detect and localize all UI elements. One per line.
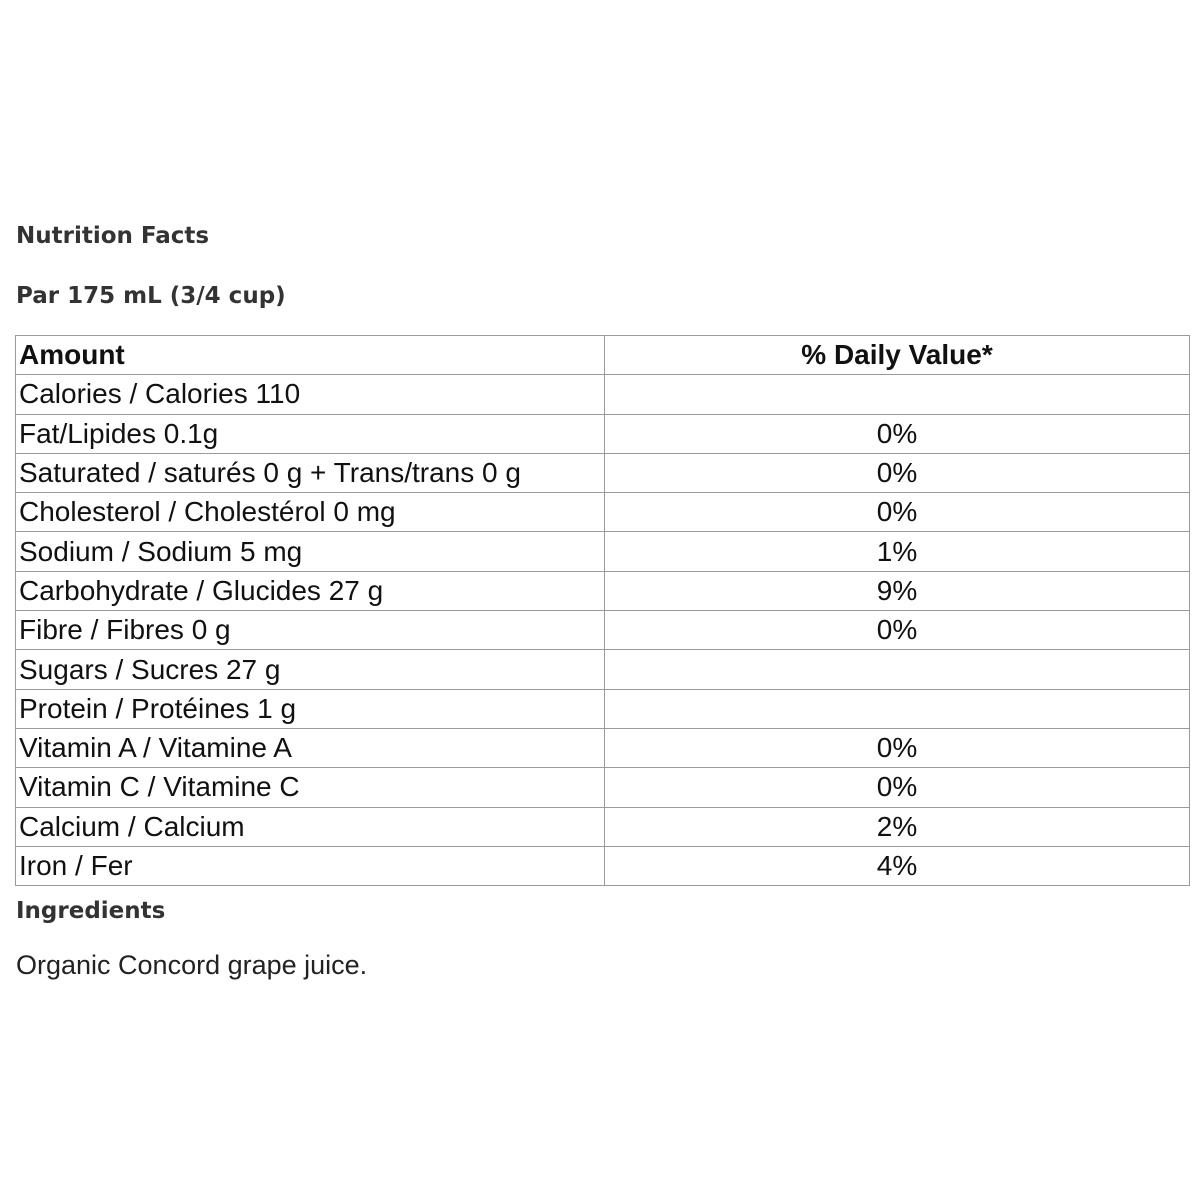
daily-value-cell: 1% — [605, 532, 1190, 571]
nutrient-cell: Vitamin A / Vitamine A — [16, 728, 605, 767]
table-row — [16, 611, 1190, 650]
nutrient-cell: Fat/Lipides 0.1g — [16, 414, 605, 453]
nutrient-cell: Fibre / Fibres 0 g — [16, 611, 605, 650]
daily-value-cell — [605, 375, 1190, 414]
nutrient-cell: Carbohydrate / Glucides 27 g — [16, 571, 605, 610]
daily-value-cell: 0% — [605, 493, 1190, 532]
table-row — [16, 453, 1190, 492]
daily-value-cell: 0% — [605, 611, 1190, 650]
table-header-row — [16, 336, 1190, 375]
daily-value-cell: 0% — [605, 453, 1190, 492]
nutrient-cell: Protein / Protéines 1 g — [16, 689, 605, 728]
nutrition-table — [15, 335, 1190, 886]
table-row — [16, 768, 1190, 807]
amount-column-header: Amount — [16, 336, 605, 375]
table-row — [16, 846, 1190, 885]
daily-value-cell — [605, 689, 1190, 728]
nutrient-cell: Calories / Calories 110 — [16, 375, 605, 414]
table-row — [16, 375, 1190, 414]
serving-size: Par 175 mL (3/4 cup) — [16, 283, 286, 309]
table-row — [16, 728, 1190, 767]
table-row — [16, 807, 1190, 846]
daily-value-cell: 4% — [605, 846, 1190, 885]
nutrient-cell: Sugars / Sucres 27 g — [16, 650, 605, 689]
nutrition-table-body — [16, 375, 1190, 886]
nutrient-cell: Vitamin C / Vitamine C — [16, 768, 605, 807]
ingredients-text: Organic Concord grape juice. — [16, 950, 368, 980]
daily-value-cell: 0% — [605, 728, 1190, 767]
daily-value-cell — [605, 650, 1190, 689]
nutrient-cell: Calcium / Calcium — [16, 807, 605, 846]
table-row — [16, 414, 1190, 453]
nutrition-facts-title: Nutrition Facts — [16, 223, 210, 249]
table-row — [16, 650, 1190, 689]
table-row — [16, 571, 1190, 610]
ingredients-heading: Ingredients — [16, 898, 166, 924]
daily-value-cell: 0% — [605, 768, 1190, 807]
table-row — [16, 689, 1190, 728]
daily-value-cell: 2% — [605, 807, 1190, 846]
daily-value-cell: 9% — [605, 571, 1190, 610]
daily-value-cell: 0% — [605, 414, 1190, 453]
daily-value-column-header: % Daily Value* — [605, 336, 1190, 375]
nutrient-cell: Sodium / Sodium 5 mg — [16, 532, 605, 571]
nutrient-cell: Cholesterol / Cholestérol 0 mg — [16, 493, 605, 532]
table-row — [16, 532, 1190, 571]
table-row — [16, 493, 1190, 532]
nutrient-cell: Iron / Fer — [16, 846, 605, 885]
nutrient-cell: Saturated / saturés 0 g + Trans/trans 0 g — [16, 453, 605, 492]
